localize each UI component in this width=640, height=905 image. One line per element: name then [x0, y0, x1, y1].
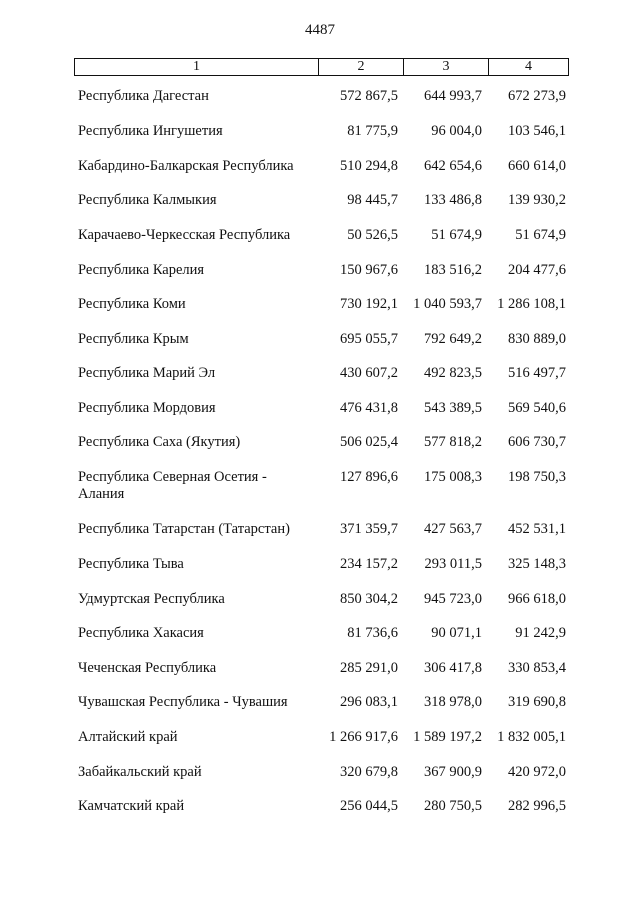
value-col-2: 50 526,5 [347, 227, 398, 243]
value-col-2: 81 736,6 [347, 625, 398, 641]
value-col-3: 293 011,5 [424, 556, 482, 572]
value-col-4: 660 614,0 [508, 158, 566, 174]
value-col-4: 1 286 108,1 [497, 296, 566, 312]
value-col-3: 183 516,2 [424, 262, 482, 278]
value-col-2: 476 431,8 [340, 400, 398, 416]
value-col-2: 285 291,0 [340, 660, 398, 676]
region-name: Республика Мордовия [78, 400, 216, 416]
region-name: Чувашская Республика - Чувашия [78, 694, 288, 710]
value-col-3: 367 900,9 [424, 764, 482, 780]
region-name: Республика Хакасия [78, 625, 204, 641]
value-col-4: 204 477,6 [508, 262, 566, 278]
value-col-4: 282 996,5 [508, 798, 566, 814]
value-col-4: 966 618,0 [508, 591, 566, 607]
region-name: Чеченская Республика [78, 660, 217, 676]
value-col-4: 330 853,4 [508, 660, 566, 676]
value-col-2: 572 867,5 [340, 88, 398, 104]
value-col-4: 198 750,3 [508, 469, 566, 485]
value-col-3: 318 978,0 [424, 694, 482, 710]
value-col-4: 606 730,7 [508, 434, 566, 450]
value-col-2: 320 679,8 [340, 764, 398, 780]
region-name: Республика Крым [78, 331, 189, 347]
header-col-2: 2 [319, 59, 404, 75]
header-col-1: 1 [75, 59, 319, 75]
region-name: Республика Дагестан [78, 88, 209, 104]
value-col-3: 306 417,8 [424, 660, 482, 676]
value-col-2: 371 359,7 [340, 521, 398, 537]
region-name: Республика Калмыкия [78, 192, 217, 208]
value-col-4: 516 497,7 [508, 365, 566, 381]
region-name: Республика Ингушетия [78, 123, 223, 139]
region-name: Республика Саха (Якутия) [78, 434, 241, 450]
value-col-3: 644 993,7 [424, 88, 482, 104]
value-col-3: 792 649,2 [424, 331, 482, 347]
header-col-4: 4 [525, 59, 532, 74]
value-col-3: 543 389,5 [424, 400, 482, 416]
region-name: Республика Северная Осетия - Алания [78, 469, 267, 502]
value-col-2: 695 055,7 [340, 331, 398, 347]
value-col-3: 280 750,5 [424, 798, 482, 814]
region-name: Забайкальский край [78, 764, 202, 780]
value-col-4: 139 930,2 [508, 192, 566, 208]
value-col-4: 569 540,6 [508, 400, 566, 416]
region-name: Республика Карелия [78, 262, 205, 278]
region-name: Карачаево-Черкесская Республика [78, 227, 291, 243]
region-name: Алтайский край [78, 729, 178, 745]
region-name: Республика Марий Эл [78, 365, 216, 381]
value-col-2: 510 294,8 [340, 158, 398, 174]
value-col-2: 296 083,1 [340, 694, 398, 710]
value-col-3: 133 486,8 [424, 192, 482, 208]
value-col-4: 91 242,9 [515, 625, 566, 641]
value-col-2: 127 896,6 [340, 469, 398, 485]
value-col-2: 98 445,7 [347, 192, 398, 208]
value-col-3: 175 008,3 [424, 469, 482, 485]
value-col-2: 506 025,4 [340, 434, 398, 450]
value-col-4: 420 972,0 [508, 764, 566, 780]
value-col-2: 730 192,1 [340, 296, 398, 312]
region-name: Камчатский край [78, 798, 185, 814]
value-col-3: 427 563,7 [424, 521, 482, 537]
header-col-3: 3 [404, 59, 489, 75]
value-col-4: 1 832 005,1 [497, 729, 566, 745]
value-col-2: 234 157,2 [340, 556, 398, 572]
value-col-4: 672 273,9 [508, 88, 566, 104]
value-col-3: 51 674,9 [431, 227, 482, 243]
value-col-2: 850 304,2 [340, 591, 398, 607]
value-col-4: 830 889,0 [508, 331, 566, 347]
region-name: Республика Коми [78, 296, 186, 312]
value-col-3: 945 723,0 [424, 591, 482, 607]
value-col-3: 492 823,5 [424, 365, 482, 381]
value-col-3: 642 654,6 [424, 158, 482, 174]
value-col-4: 51 674,9 [515, 227, 566, 243]
value-col-2: 430 607,2 [340, 365, 398, 381]
region-name: Удмуртская Республика [78, 591, 225, 607]
region-name: Республика Тыва [78, 556, 184, 572]
value-col-4: 103 546,1 [508, 123, 566, 139]
value-col-2: 256 044,5 [340, 798, 398, 814]
table-header [74, 58, 569, 76]
value-col-3: 96 004,0 [431, 123, 482, 139]
value-col-4: 319 690,8 [508, 694, 566, 710]
value-col-3: 577 818,2 [424, 434, 482, 450]
value-col-3: 1 589 197,2 [413, 729, 482, 745]
value-col-2: 81 775,9 [347, 123, 398, 139]
value-col-3: 90 071,1 [431, 625, 482, 641]
value-col-4: 452 531,1 [508, 521, 566, 537]
region-name: Республика Татарстан (Татарстан) [78, 521, 290, 537]
page-number: 4487 [305, 22, 335, 38]
value-col-4: 325 148,3 [508, 556, 566, 572]
value-col-2: 150 967,6 [340, 262, 398, 278]
value-col-2: 1 266 917,6 [329, 729, 398, 745]
value-col-3: 1 040 593,7 [413, 296, 482, 312]
region-name: Кабардино-Балкарская Республика [78, 158, 294, 174]
